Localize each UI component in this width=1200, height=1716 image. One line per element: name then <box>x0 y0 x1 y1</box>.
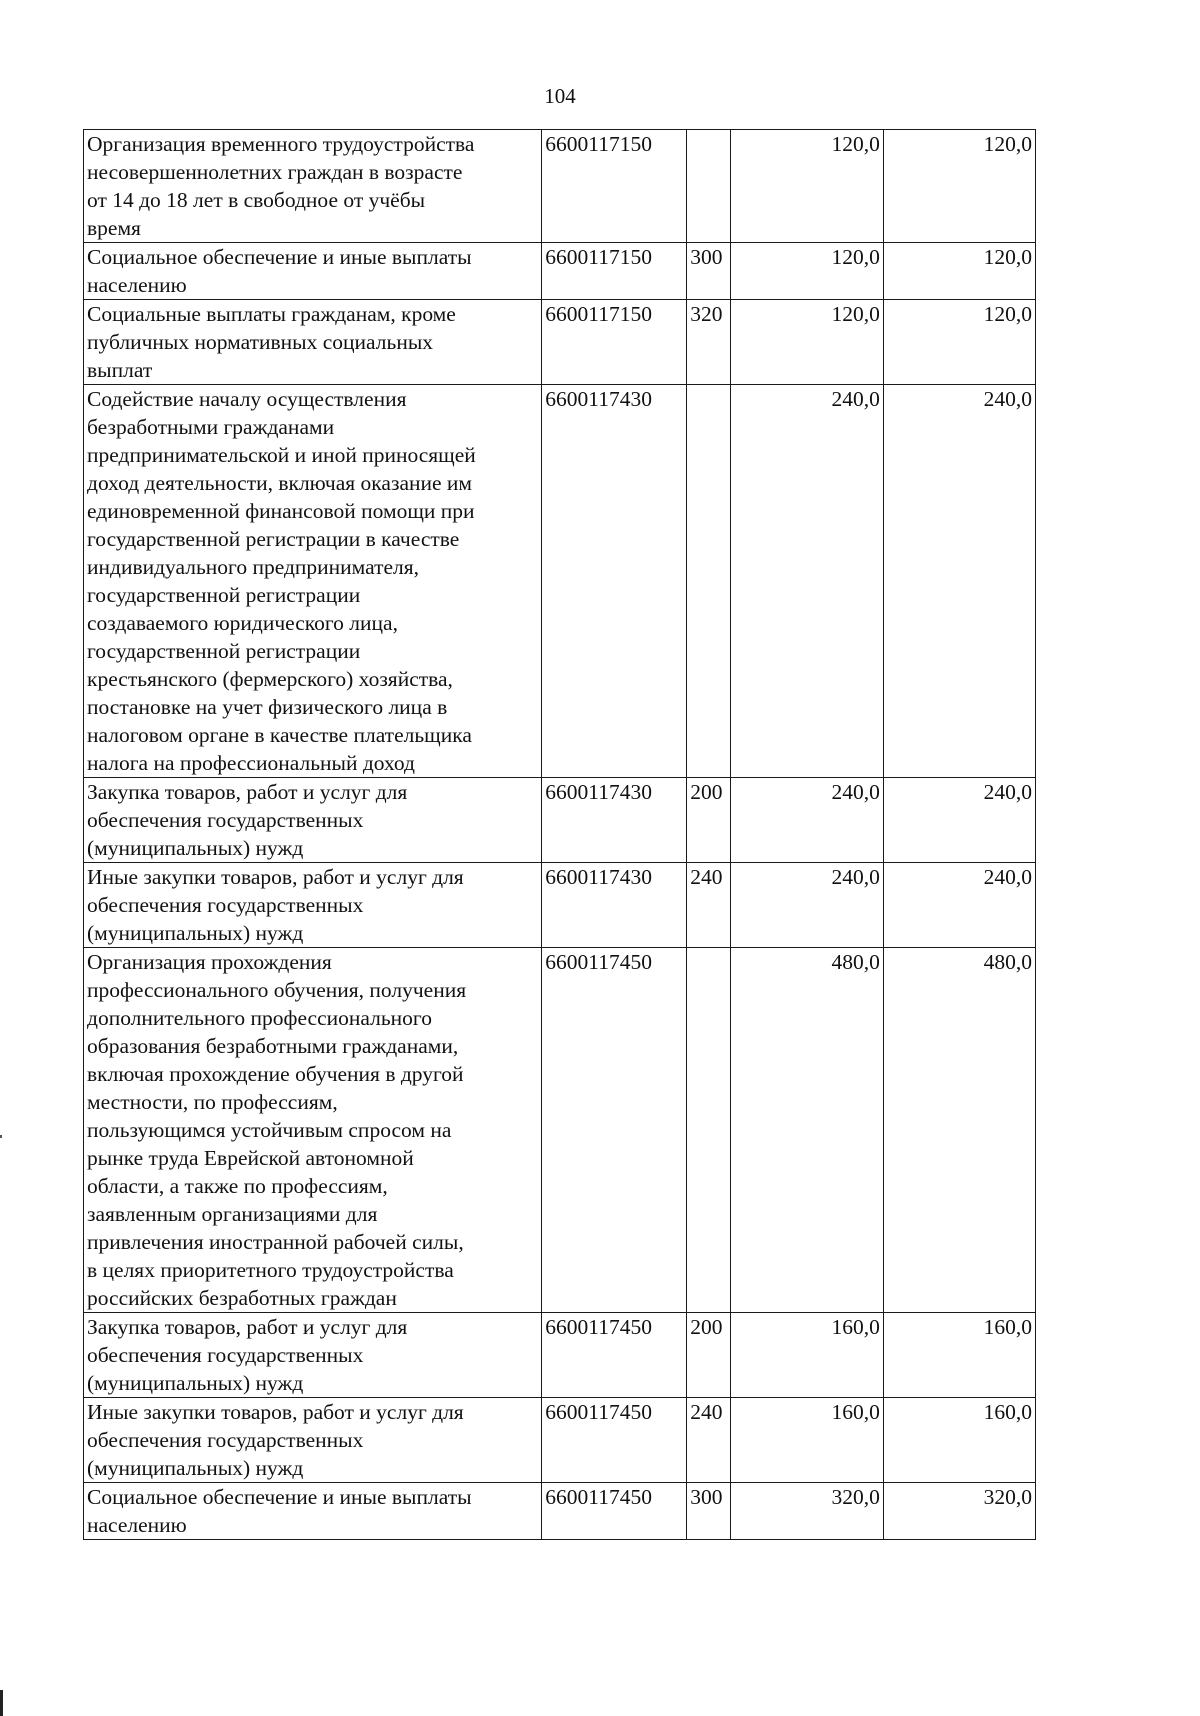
row-expense-type <box>687 385 731 778</box>
row-amount-1: 160,0 <box>730 1398 883 1483</box>
table-row <box>84 1313 1036 1398</box>
row-target-code: 6600117450 <box>542 948 687 1313</box>
budget-table <box>83 129 1036 1540</box>
row-amount-1: 320,0 <box>730 1483 883 1540</box>
row-expense-type: 200 <box>687 1313 731 1398</box>
row-name: Социальное обеспечение и иные выплаты населению <box>87 1485 472 1537</box>
row-target-code: 6600117430 <box>542 863 687 948</box>
row-amount-2: 120,0 <box>883 130 1035 243</box>
row-expense-type: 300 <box>687 1483 731 1540</box>
row-expense-type <box>687 130 731 243</box>
row-expense-type: 200 <box>687 778 731 863</box>
row-target-code: 6600117150 <box>542 130 687 243</box>
row-target-code: 6600117150 <box>542 243 687 300</box>
table-row <box>84 243 1036 300</box>
row-name-cell <box>84 1483 542 1540</box>
row-amount-2: 240,0 <box>883 385 1035 778</box>
row-amount-2: 160,0 <box>883 1313 1035 1398</box>
row-name: Социальное обеспечение и иные выплаты населению <box>87 245 472 297</box>
table-row <box>84 130 1036 243</box>
row-expense-type: 240 <box>687 1398 731 1483</box>
row-amount-1: 120,0 <box>730 300 883 385</box>
row-name-cell <box>84 948 542 1313</box>
row-amount-1: 240,0 <box>730 778 883 863</box>
row-expense-type <box>687 948 731 1313</box>
row-name-cell <box>84 300 542 385</box>
scan-artifact <box>0 1135 2 1138</box>
row-amount-2: 240,0 <box>883 863 1035 948</box>
row-amount-2: 240,0 <box>883 778 1035 863</box>
row-amount-1: 160,0 <box>730 1313 883 1398</box>
row-name: Закупка товаров, работ и услуг для обеспечения государственных (муниципальных) нужд <box>87 1315 408 1395</box>
row-name-cell <box>84 863 542 948</box>
row-amount-2: 120,0 <box>883 300 1035 385</box>
page-number: 104 <box>544 84 576 108</box>
row-name-cell <box>84 1313 542 1398</box>
row-amount-2: 160,0 <box>883 1398 1035 1483</box>
row-target-code: 6600117450 <box>542 1398 687 1483</box>
row-name: Иные закупки товаров, работ и услуг для обеспечения государственных (муниципальных) нужд <box>87 865 464 945</box>
row-amount-1: 480,0 <box>730 948 883 1313</box>
row-name: Иные закупки товаров, работ и услуг для обеспечения государственных (муниципальных) нужд <box>87 1400 464 1480</box>
row-amount-2: 480,0 <box>883 948 1035 1313</box>
row-amount-2: 320,0 <box>883 1483 1035 1540</box>
row-name: Закупка товаров, работ и услуг для обеспечения государственных (муниципальных) нужд <box>87 780 408 860</box>
row-name-cell <box>84 243 542 300</box>
row-name-cell <box>84 130 542 243</box>
table-row <box>84 1483 1036 1540</box>
row-target-code: 6600117150 <box>542 300 687 385</box>
table-row <box>84 778 1036 863</box>
row-amount-1: 240,0 <box>730 863 883 948</box>
row-name: Социальные выплаты гражданам, кроме публичных нормативных социальных выплат <box>87 302 456 382</box>
table-row <box>84 300 1036 385</box>
row-expense-type: 240 <box>687 863 731 948</box>
row-name: Организация прохождения профессионального обучения, получения дополнительного профессионального образования безработными гражданами, включая прохождение обучения в другой местности, по профессиям, пользующимся устойчивым спросом на рынке труда Еврейской автономной области, а также по профессиям, заявленным организациями для привлечения иностранной рабочей силы, в целях приоритетного трудоустройства российских безработных граждан <box>87 950 467 1310</box>
row-name: Содействие началу осуществления безработными гражданами предпринимательской и иной приносящей доход деятельности, включая оказание им единовременной финансовой помощи при государственной регистрации в качестве индивидуального предпринимателя, государственной регистрации создаваемого юридического лица, государственной регистрации крестьянского (фермерского) хозяйства, постановке на учет физического лица в налоговом органе в качестве плательщика налога на профессиональный доход <box>87 387 476 775</box>
row-target-code: 6600117430 <box>542 385 687 778</box>
table-row <box>84 385 1036 778</box>
row-target-code: 6600117450 <box>542 1313 687 1398</box>
row-target-code: 6600117450 <box>542 1483 687 1540</box>
row-target-code: 6600117430 <box>542 778 687 863</box>
row-expense-type: 320 <box>687 300 731 385</box>
scan-edge <box>0 1690 3 1716</box>
table-row <box>84 1398 1036 1483</box>
row-amount-2: 120,0 <box>883 243 1035 300</box>
row-name-cell <box>84 1398 542 1483</box>
row-amount-1: 120,0 <box>730 130 883 243</box>
table-row <box>84 948 1036 1313</box>
row-amount-1: 240,0 <box>730 385 883 778</box>
row-name-cell <box>84 778 542 863</box>
row-name-cell <box>84 385 542 778</box>
table-row <box>84 863 1036 948</box>
row-amount-1: 120,0 <box>730 243 883 300</box>
row-name: Организация временного трудоустройства несовершеннолетних граждан в возрасте от 14 до 18 лет в свободное от учёбы время <box>87 132 475 240</box>
row-expense-type: 300 <box>687 243 731 300</box>
